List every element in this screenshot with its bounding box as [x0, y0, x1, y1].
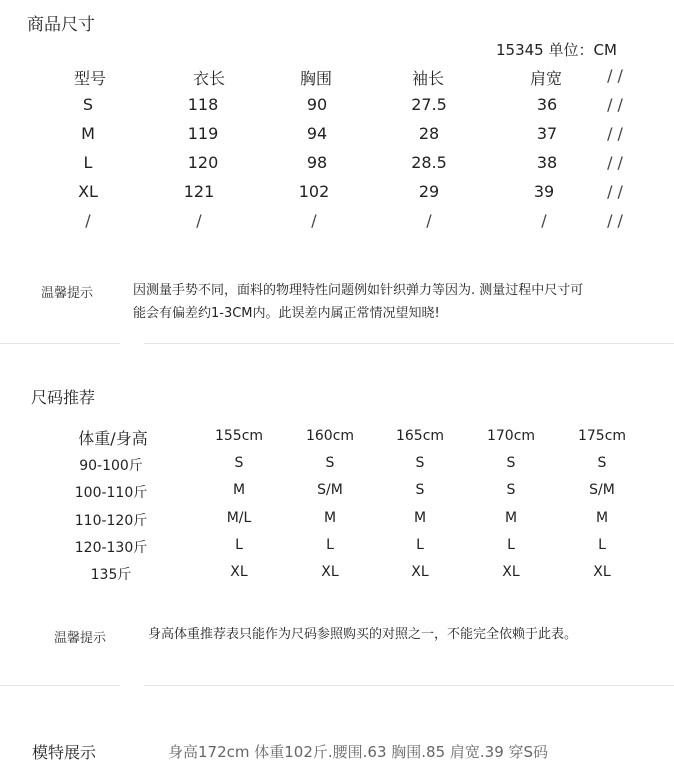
recommend-note-label: 温馨提示: [54, 631, 107, 646]
size-cell: L: [83, 153, 93, 172]
size-cell: XL: [78, 182, 98, 201]
size-cell: L: [326, 537, 334, 553]
size-note-label: 温馨提示: [41, 286, 94, 301]
size-cell: L: [416, 537, 424, 553]
weight-cell: 135斤: [90, 567, 132, 583]
weight-cell: 120-130斤: [74, 540, 148, 556]
extra-cell: / /: [607, 182, 623, 201]
size-cell: L: [235, 537, 243, 553]
size-cell: S/M: [589, 482, 615, 498]
size-cell: S: [415, 455, 425, 471]
header-height-170: 170cm: [486, 428, 536, 444]
weight-cell: 100-110斤: [74, 485, 148, 501]
chest-cell: /: [311, 211, 317, 230]
size-cell: S: [597, 455, 607, 471]
section-divider: [0, 685, 120, 686]
model-info-text: 身高172cm 体重102斤.腰围.63 胸围.85 肩宽.39 穿S码: [168, 743, 549, 761]
header-height-165: 165cm: [395, 428, 445, 444]
header-height-160: 160cm: [305, 428, 355, 444]
header-height-155: 155cm: [214, 428, 264, 444]
chest-cell: 94: [306, 124, 328, 143]
sleeve-cell: 29: [418, 182, 440, 201]
section-divider: [0, 343, 120, 344]
sleeve-cell: 27.5: [411, 95, 447, 114]
size-cell: M: [504, 510, 518, 526]
size-cell: S: [82, 95, 94, 114]
header-sleeve: 袖长: [411, 69, 445, 88]
recommend-note-text: 身高体重推荐表只能作为尺码参照购买的对照之一，不能完全依赖于此表。: [148, 627, 578, 642]
chest-cell: 90: [306, 95, 328, 114]
section-divider: [144, 343, 674, 344]
size-cell: XL: [411, 564, 429, 580]
header-height-175: 175cm: [577, 428, 627, 444]
shoulder-cell: 37: [536, 124, 558, 143]
weight-cell: 90-100斤: [79, 458, 143, 474]
chest-cell: 98: [306, 153, 328, 172]
size-cell: S/M: [317, 482, 343, 498]
size-cell: XL: [593, 564, 611, 580]
weight-cell: 110-120斤: [74, 513, 148, 529]
size-unit-label: 15345 单位：CM: [496, 41, 617, 59]
section-divider: [144, 685, 674, 686]
shoulder-cell: 39: [533, 182, 555, 201]
size-cell: M/L: [226, 510, 252, 526]
length-cell: 120: [187, 153, 219, 172]
header-model: 型号: [73, 69, 107, 88]
size-cell: M: [595, 510, 609, 526]
header-length: 衣长: [192, 69, 226, 88]
recommend-section-title: 尺码推荐: [31, 388, 96, 407]
extra-cell: / /: [607, 211, 623, 230]
shoulder-cell: /: [541, 211, 547, 230]
extra-cell: / /: [607, 95, 623, 114]
size-cell: L: [598, 537, 606, 553]
size-cell: S: [234, 455, 244, 471]
header-extra: / /: [607, 66, 623, 85]
shoulder-cell: 36: [536, 95, 558, 114]
length-cell: /: [196, 211, 202, 230]
size-cell: S: [506, 455, 516, 471]
length-cell: 118: [187, 95, 219, 114]
size-cell: XL: [230, 564, 248, 580]
length-cell: 121: [183, 182, 215, 201]
length-cell: 119: [187, 124, 219, 143]
extra-cell: / /: [607, 153, 623, 172]
size-section-title: 商品尺寸: [27, 15, 95, 35]
sleeve-cell: 28: [418, 124, 440, 143]
size-cell: S: [506, 482, 516, 498]
model-section-title: 模特展示: [32, 743, 97, 762]
size-note-line-2: 能会有偏差约1-3CM内。此误差内属正常情况望知晓!: [133, 306, 440, 321]
size-cell: /: [85, 211, 91, 230]
shoulder-cell: 38: [536, 153, 558, 172]
sleeve-cell: 28.5: [411, 153, 447, 172]
extra-cell: / /: [607, 124, 623, 143]
chest-cell: 102: [298, 182, 330, 201]
size-cell: M: [232, 482, 246, 498]
sleeve-cell: /: [426, 211, 432, 230]
size-cell: M: [81, 124, 95, 143]
size-note-line-1: 因测量手势不同，面料的物理特性问题例如针织弹力等因为. 测量过程中尺寸可: [133, 283, 584, 298]
header-chest: 胸围: [299, 69, 333, 88]
header-shoulder: 肩宽: [529, 69, 563, 88]
size-cell: S: [325, 455, 335, 471]
size-cell: XL: [502, 564, 520, 580]
size-cell: S: [415, 482, 425, 498]
size-cell: XL: [321, 564, 339, 580]
size-cell: M: [413, 510, 427, 526]
size-cell: M: [323, 510, 337, 526]
size-cell: L: [507, 537, 515, 553]
header-weight-height: 体重/身高: [78, 429, 148, 448]
